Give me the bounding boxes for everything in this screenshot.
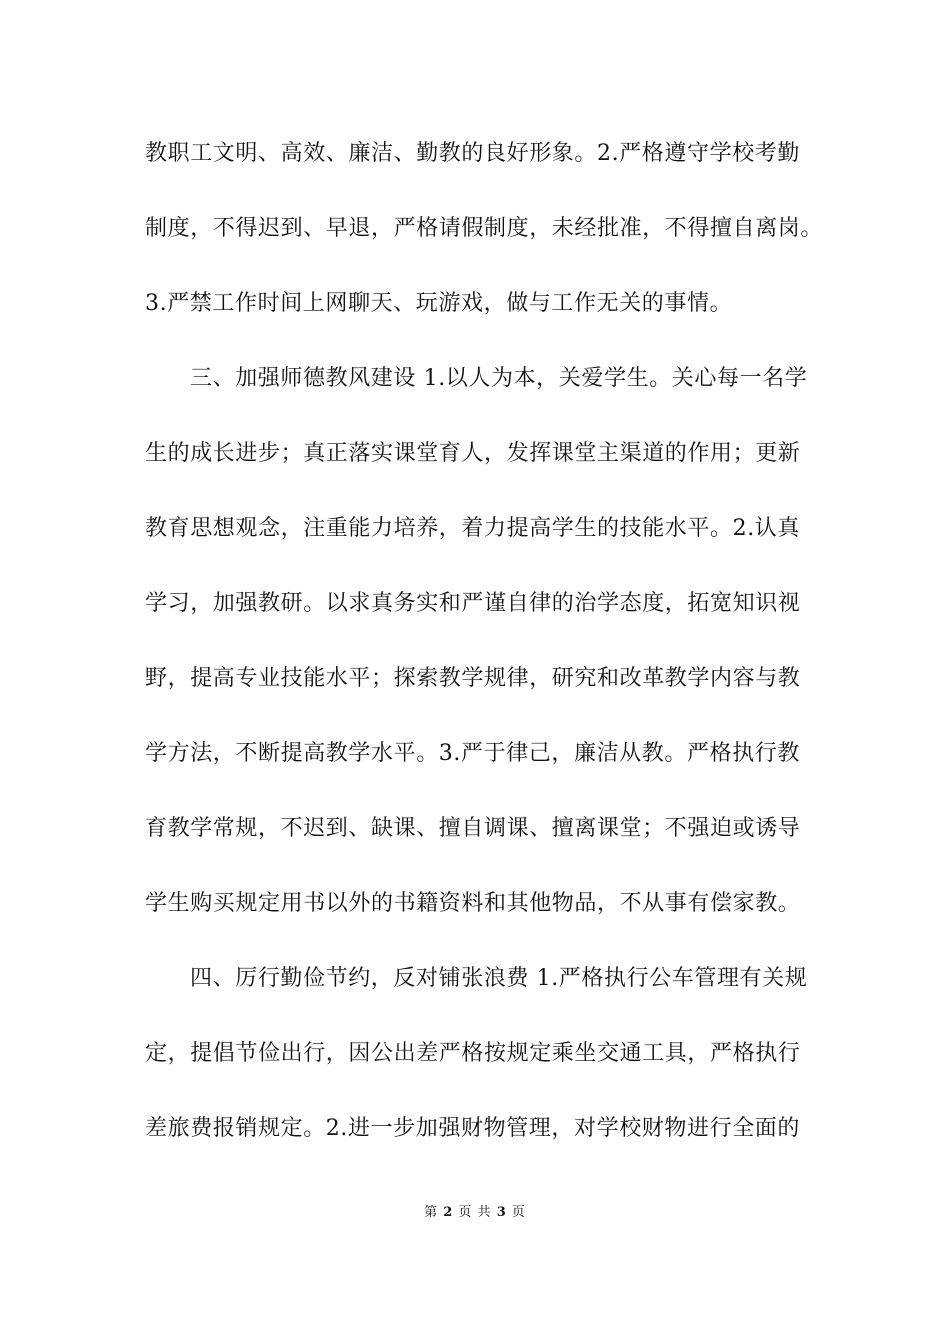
text-line: 教职工文明、高效、廉洁、勤教的良好形象。2.严格遵守学校考勤 [145, 141, 800, 166]
text-line: 学生购买规定用书以外的书籍资料和其他物品，不从事有偿家教。 [145, 891, 801, 916]
text-line: 教育思想观念，注重能力培养，着力提高学生的技能水平。2.认真 [145, 516, 800, 541]
text-line: 定，提倡节俭出行，因公出差严格按规定乘坐交通工具，严格执行 [145, 1041, 801, 1066]
text-line: 生的成长进步；真正落实课堂育人，发挥课堂主渠道的作用；更新 [145, 441, 801, 466]
page-footer [0, 1204, 950, 1222]
footer-suffix: 页 [511, 1205, 526, 1220]
footer-mid: 页 共 [458, 1205, 492, 1220]
text-line: 制度，不得迟到、早退，严格请假制度，未经批准，不得擅自离岗。 [145, 216, 824, 241]
paragraph-start-line: 三、加强师德教风建设 1.以人为本，关爱学生。关心每一名学 [190, 366, 808, 391]
text-line: 育教学常规，不迟到、缺课、擅自调课、擅离课堂；不强迫或诱导 [145, 816, 801, 841]
text-line: 野，提高专业技能水平；探索教学规律，研究和改革教学内容与教 [145, 666, 801, 691]
total-page-count: 3 [496, 1205, 507, 1220]
paragraph-start-line: 四、厉行勤俭节约，反对铺张浪费 1.严格执行公车管理有关规 [190, 966, 808, 991]
text-line: 差旅费报销规定。2.进一步加强财物管理，对学校财物进行全面的 [145, 1116, 800, 1141]
current-page-number: 2 [443, 1205, 454, 1220]
text-line: 学方法，不断提高教学水平。3.严于律己，廉洁从教。严格执行教 [145, 741, 800, 766]
text-line: 学习，加强教研。以求真务实和严谨自律的治学态度，拓宽知识视 [145, 591, 801, 616]
footer-prefix: 第 [424, 1205, 439, 1220]
text-line: 3.严禁工作时间上网聊天、玩游戏，做与工作无关的事情。 [145, 291, 733, 316]
